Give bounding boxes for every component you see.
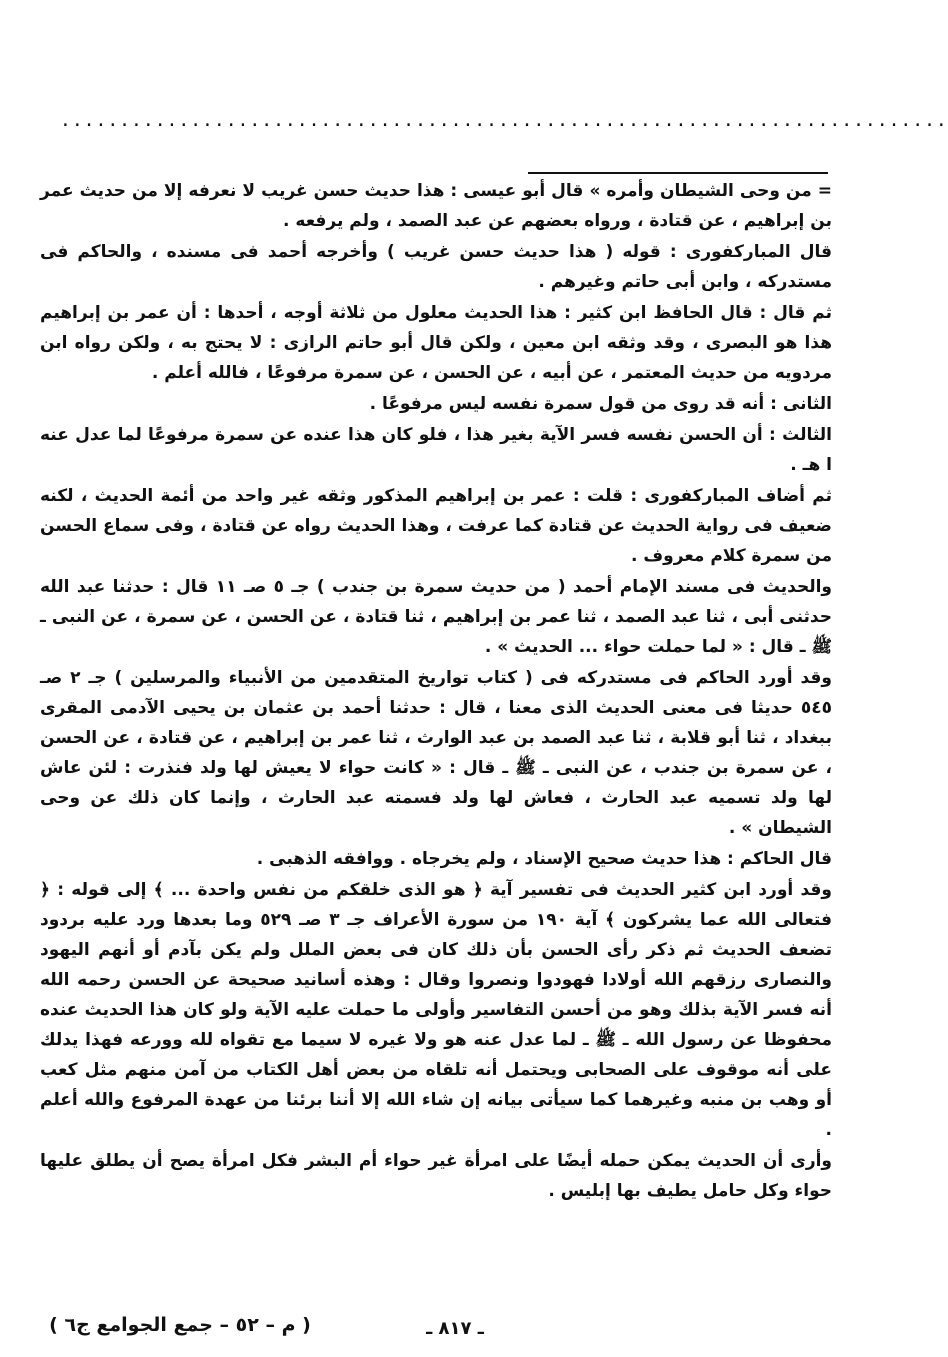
paragraph-3: ثم قال : قال الحافظ ابن كثير : هذا الحديث معلول من ثلاثة أوجه ، أحدها : أن عمر بن إبراهيم هذا هو البصرى ، وقد وثقه ابن معين ، ولكن قال أبو حاتم الرازى : لا يحتج به ، ولكن رواه ابن مردويه من حديث المعتمر ، عن أبيه ، عن الحسن ، عن سمرة مرفوعًا ، فالله أعلم . bbox=[40, 303, 832, 383]
paragraph-7: والحديث فى مسند الإمام أحمد ( من حديث سمرة بن جندب ) جـ ٥ صـ ١١ قال : حدثنا عبد الله حدثنى أبى ، ثنا عبد الصمد ، ثنا عمر بن إبراهيم ، ثنا قتادة ، عن الحسن ، عن سمرة ، عن النبى ـ ﷺ ـ قال : « لما حملت حواء ... الحديث » . bbox=[40, 577, 832, 657]
paragraph-1: = من وحى الشيطان وأمره » قال أبو عيسى : هذا حديث حسن غريب لا نعرفه إلا من حديث عمر بن إبراهيم ، عن قتادة ، ورواه بعضهم عن عبد الصمد ، ولم يرفعه . bbox=[40, 181, 832, 231]
signature-reference: ( م – ٥٢ – جمع الجوامع ج٦ ) bbox=[49, 1314, 311, 1336]
paragraph-11: وأرى أن الحديث يمكن حمله أيضًا على امرأة غير حواء أم البشر فكل امرأة يصح أن يطلق عليها حواء وكل حامل يطيف بها إبليس . bbox=[40, 1151, 832, 1201]
paragraph-8: وقد أورد الحاكم فى مستدركه فى ( كتاب تواريخ المتقدمين من الأنبياء والمرسلين ) جـ ٢ صـ ٥٤٥ حديثا فى معنى الحديث الذى معنا ، قال : حدثنا أحمد بن عثمان بن يحيى الآدمى المقرى ببغداد ، ثنا أبو قلابة ، ثنا عبد الصمد بن عبد الوارث ، ثنا عمر بن إبراهيم ، عن قتادة ، عن الحسن ، عن سمرة بن جندب ، عن النبى ـ ﷺ ـ قال : « كانت حواء لا يعيش لها ولد فنذرت : لئن عاش لها ولد تسميه عبد الحارث ، فعاش لها ولد فسمته عبد الحارث ، وإنما كان ذلك عن وحى الشيطان » . bbox=[40, 668, 832, 838]
page-number: ـ ٨١٧ ـ bbox=[426, 1318, 484, 1339]
paragraph-2: قال المباركفورى : قوله ( هذا حديث حسن غريب ) وأخرجه أحمد فى مسنده ، والحاكم فى مستدركه ، وابن أبى حاتم وغيرهم . bbox=[40, 242, 832, 292]
paragraph-5: الثالث : أن الحسن نفسه فسر الآية بغير هذا ، فلو كان هذا عنده عن سمرة مرفوعًا لما عدل عنه ا هـ . bbox=[40, 425, 832, 475]
footnote-body bbox=[40, 176, 832, 1207]
paragraph-4: الثانى : أنه قد روى من قول سمرة نفسه ليس مرفوعًا . bbox=[369, 394, 832, 414]
footnote-rule bbox=[528, 172, 828, 174]
paragraph-10: وقد أورد ابن كثير الحديث فى تفسير آية ﴿ هو الذى خلقكم من نفس واحدة ... ﴾ إلى قوله : ﴿ فتعالى الله عما يشركون ﴾ آية ١٩٠ من سورة الأعراف جـ ٣ صـ ٥٢٩ وما بعدها ورد عليه بردود تضعف الحديث ثم ذكر رأى الحسن بأن ذلك كان فى بعض الملل ولم يكن بآدم أو أنهم اليهود والنصارى رزقهم الله أولادا فهودوا ونصروا وقال : وهذه أسانيد صحيحة عن الحسن رحمه الله أنه فسر الآية بذلك وهو من أحسن التفاسير وأولى ما حملت عليه الآية ولو كان هذا الحديث عنده محفوظا عن رسول الله ـ ﷺ ـ لما عدل عنه هو ولا غيره لا سيما مع تقواه لله وورعه فهذا يدلك على أنه موقوف على الصحابى ويحتمل أنه تلقاه من بعض أهل الكتاب من آمن منهم مثل كعب أو وهب بن منبه وغيرهما كما سيأتى بيانه إن شاء الله إلا أننا برئنا من عهدة المرفوع والله أعلم . bbox=[40, 880, 832, 1140]
paragraph-9: قال الحاكم : هذا حديث صحيح الإسناد ، ولم يخرجاه . ووافقه الذهبى . bbox=[256, 849, 832, 869]
top-dotted-separator: ........................................................................... bbox=[60, 110, 948, 131]
paragraph-6: ثم أضاف المباركفورى : قلت : عمر بن إبراهيم المذكور وثقه غير واحد من أئمة الحديث ، لكنه ضعيف فى رواية الحديث عن قتادة كما عرفت ، وهذا الحديث رواه عن قتادة ، وفى سماع الحسن من سمرة كلام معروف . bbox=[40, 486, 832, 566]
